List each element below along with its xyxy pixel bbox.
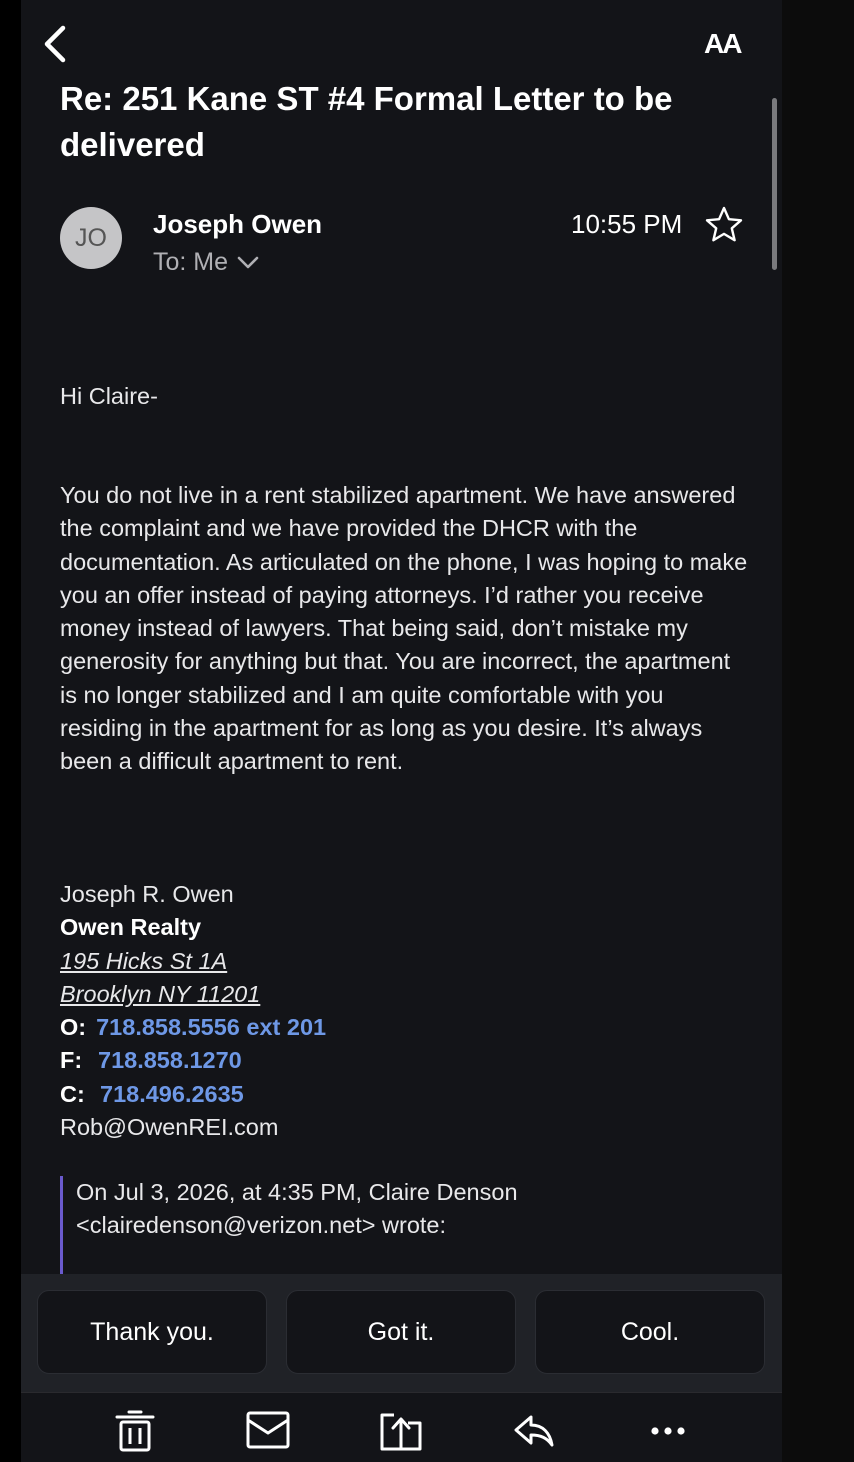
- office-phone-link[interactable]: 718.858.5556 ext 201: [96, 1014, 327, 1041]
- signature-company: Owen Realty: [60, 914, 202, 941]
- move-button[interactable]: [378, 1409, 424, 1453]
- text-size-button[interactable]: [704, 28, 740, 60]
- quoted-message: [60, 1176, 740, 1274]
- reply-button[interactable]: [511, 1409, 557, 1453]
- avatar[interactable]: JO: [60, 207, 122, 269]
- smart-reply-thank-you[interactable]: Thank you.: [37, 1290, 267, 1374]
- reply-icon: [511, 1409, 557, 1453]
- address-line-1-link[interactable]: 195 Hicks St 1A: [60, 947, 228, 974]
- more-icon: [645, 1409, 691, 1453]
- signature-name: Joseph R. Owen: [60, 881, 234, 907]
- office-phone-row: [60, 1011, 326, 1044]
- chevron-down-icon: [236, 255, 260, 271]
- email-body: You do not live in a rent stabilized apartment. We have answered the complaint and we have provided the DHCR with the documentation. As articulated on the phone, I was hoping to make you an offer instead of paying attorneys. I’d rather you receive money instead of lawyers. That being said, don’t mistake my generosity for anything but that. You are incorrect, the apartment is no longer stabilized and I am quite comfortable with you residing in the apartment for as long as you desire. It’s always been a difficult apartment to rent.: [60, 482, 748, 775]
- email-subject: Re: 251 Kane ST #4 Formal Letter to be delivered: [60, 80, 673, 163]
- scrollbar[interactable]: [772, 98, 777, 270]
- fax-phone-link[interactable]: 718.858.1270: [98, 1047, 242, 1074]
- smart-reply-bar: [21, 1274, 782, 1392]
- right-gutter: [782, 0, 854, 1462]
- chevron-left-icon: [37, 22, 77, 66]
- cell-phone-link[interactable]: 718.496.2635: [100, 1080, 244, 1107]
- signature-email[interactable]: Rob@OwenREI.com: [60, 1114, 279, 1141]
- quote-header-line-2: <clairedenson@verizon.net> wrote:: [76, 1212, 447, 1239]
- bottom-toolbar: [21, 1392, 782, 1462]
- back-button[interactable]: [37, 22, 77, 66]
- text-size-label: AA: [704, 28, 741, 59]
- email-time: 10:55 PM: [571, 209, 683, 239]
- more-button[interactable]: [645, 1409, 691, 1453]
- recipient-label: To: Me: [153, 248, 229, 276]
- fax-label: F:: [60, 1047, 83, 1074]
- smart-reply-got-it[interactable]: Got it.: [286, 1290, 516, 1374]
- smart-reply-cool[interactable]: Cool.: [535, 1290, 765, 1374]
- delete-button[interactable]: [112, 1409, 158, 1453]
- archive-button[interactable]: [245, 1409, 291, 1453]
- email-screen: [21, 0, 782, 1462]
- sender-name[interactable]: Joseph Owen: [153, 209, 323, 239]
- office-label: O:: [60, 1014, 87, 1041]
- move-icon: [378, 1409, 424, 1453]
- cell-row: [60, 1078, 326, 1111]
- fax-row: [60, 1044, 326, 1077]
- cell-label: C:: [60, 1080, 85, 1107]
- archive-icon: [245, 1409, 291, 1453]
- trash-icon: [112, 1409, 158, 1453]
- address-line-2-link[interactable]: Brooklyn NY 11201: [60, 980, 261, 1007]
- signature: [60, 878, 326, 1144]
- recipient-toggle[interactable]: [153, 248, 260, 277]
- quote-header-line-1: On Jul 3, 2026, at 4:35 PM, Claire Denson: [76, 1179, 518, 1205]
- star-button[interactable]: [704, 205, 744, 245]
- star-icon: [704, 205, 744, 245]
- email-greeting: Hi Claire-: [60, 383, 158, 409]
